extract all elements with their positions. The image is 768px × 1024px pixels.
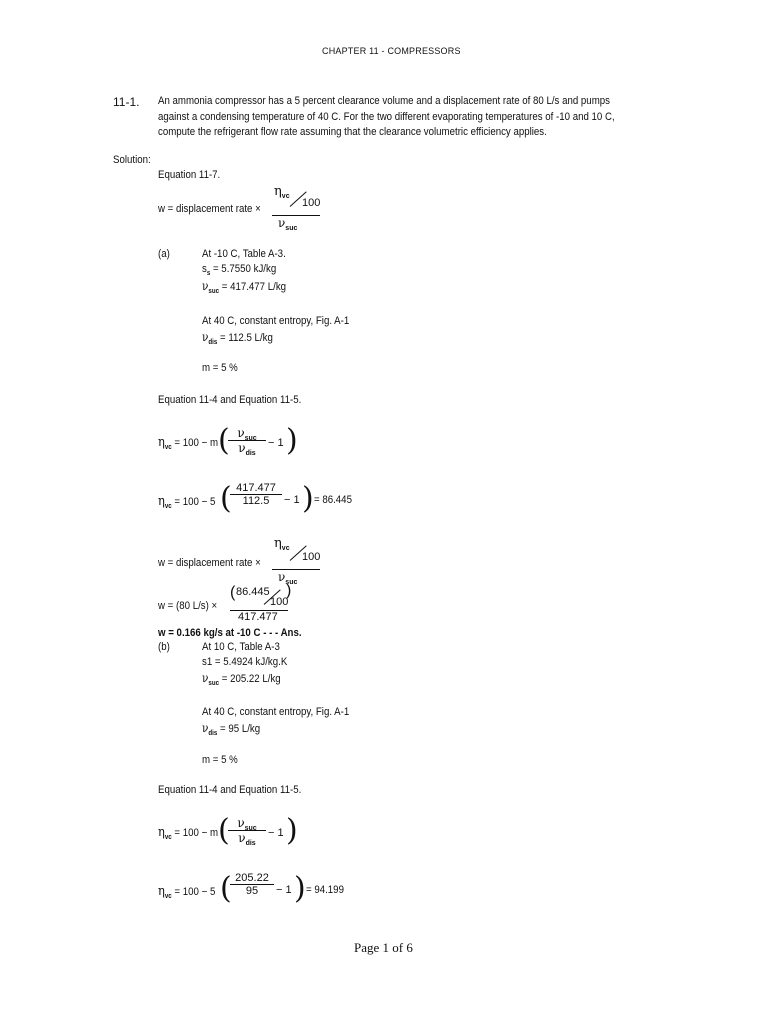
page-number: Page 1 of 6 [354,940,413,955]
w-fraction: $\eta_{vc}$ 100 $\nu_{suc}$ [274,184,321,232]
answer-a: w = 0.166 kg/s at -10 C - - - Ans. [158,627,302,639]
equation-11-7-label: Equation 11-7. [158,169,221,181]
part-a-line-4: At 40 C, constant entropy, Fig. A-1 [202,315,350,327]
part-b-line-6: m = 5 % [202,754,238,766]
solution-label: Solution: [113,154,151,166]
part-b-line-2: s1 = 5.4924 kJ/kg.K [202,656,288,668]
problem-line-3: compute the refrigerant flow rate assuming that the clearance volumetric efficiency applies. [158,126,547,138]
w-lhs: w = displacement rate × [158,203,261,215]
problem-line-1: An ammonia compressor has a 5 percent clearance volume and a displacement rate of 80 L/s and pumps [158,95,610,107]
equation-11-4-label-b: Equation 11-4 and Equation 11-5. [158,784,302,796]
problem-line-2: against a condensing temperature of 40 C. For the two different evaporating temperatures of -10 and 10 C, [158,111,615,123]
part-b-line-3: $\nu_{suc} = 205.22$ L/kg [202,671,281,687]
part-a-line-1: At -10 C, Table A-3. [202,248,286,260]
part-a-line-2: $s_s = 5.7550$ kJ/kg [202,263,277,277]
part-b-line-1: At 10 C, Table A-3 [202,641,280,653]
chapter-header: CHAPTER 11 - COMPRESSORS [322,46,461,56]
part-a-line-5: $\nu_{dis} = 112.5$ L/kg [202,330,273,346]
part-a-label: (a) [158,248,170,260]
problem-number: 11-1. [113,95,140,109]
part-b-label: (b) [158,641,170,653]
equation-11-4-label-a: Equation 11-4 and Equation 11-5. [158,394,302,406]
part-a-line-6: m = 5 % [202,362,238,374]
part-b-line-4: At 40 C, constant entropy, Fig. A-1 [202,706,350,718]
part-a-line-3: $\nu_{suc} = 417.477$ L/kg [202,279,287,295]
part-b-line-5: $\nu_{dis} = 95$ L/kg [202,721,261,737]
